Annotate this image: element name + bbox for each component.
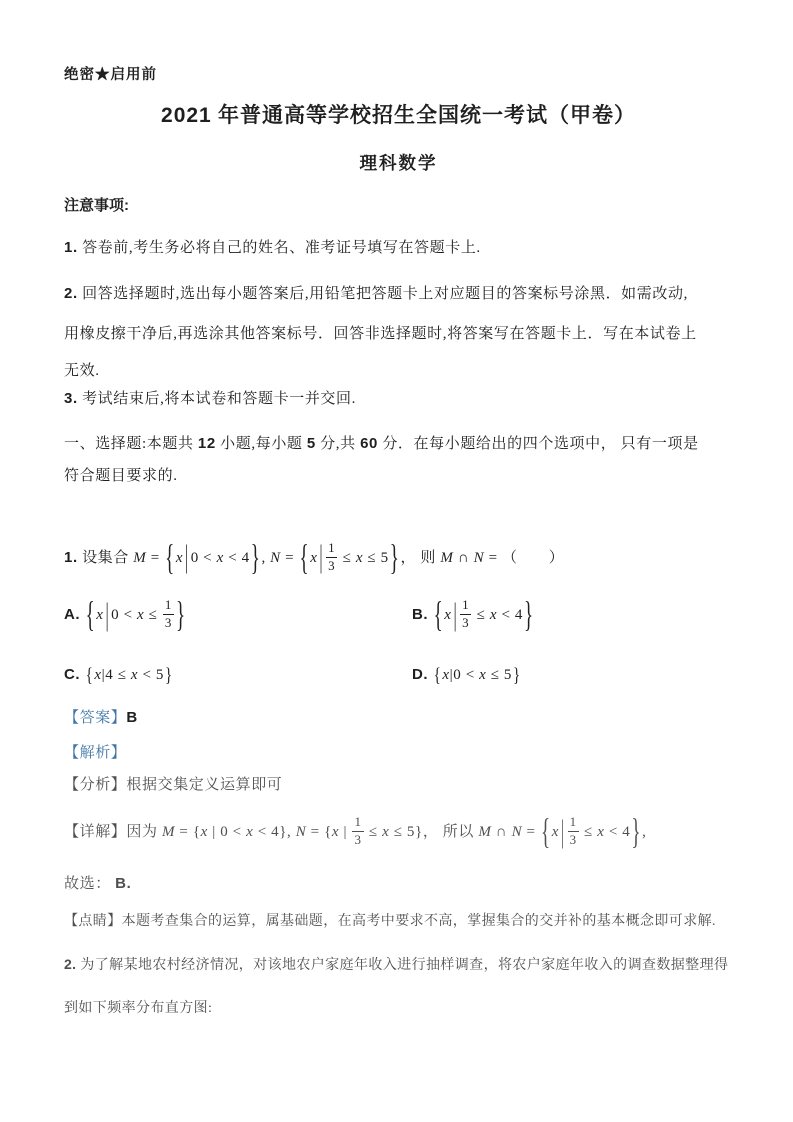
math-segment: M	[478, 824, 492, 841]
math-segment: =	[280, 549, 299, 566]
math-segment: =	[484, 549, 502, 566]
xiangjie-label: 【详解】	[64, 824, 127, 841]
math-segment: M	[133, 549, 147, 566]
math-segment: }	[523, 595, 534, 636]
notice-item-2-line-1	[64, 284, 733, 304]
math-segment: 60	[360, 434, 378, 452]
math-segment: }	[513, 664, 521, 687]
math-segment: x	[597, 824, 605, 841]
math-segment: x	[137, 606, 145, 623]
notice-item-2-line-2: 用橡皮擦干净后,再选涂其他答案标号．回答非选择题时,将答案写在答题卡上．写在本试卷上	[64, 325, 697, 342]
math-segment: N	[473, 549, 485, 566]
question-1-stem	[64, 531, 733, 586]
math-segment: 因为	[126, 824, 162, 841]
dianjing-text: 本题考查集合的运算，属基础题，在高考中要求不高，掌握集合的交并补的基本概念即可求解.	[121, 913, 716, 929]
math-segment: | 0 <	[207, 824, 247, 841]
math-segment: M	[440, 549, 454, 566]
math-segment: 0 <	[111, 606, 138, 623]
math-segment: 2.	[64, 284, 78, 302]
exam-subject: 理科数学	[359, 152, 438, 173]
math-segment: x	[382, 824, 390, 841]
option-a	[64, 595, 412, 661]
solution-line	[64, 806, 733, 859]
math-segment: x	[130, 667, 139, 684]
math-segment: < 4	[497, 606, 523, 623]
math-segment	[428, 667, 432, 683]
jiexi-label: 【解析】	[64, 745, 127, 762]
math-segment: ,	[642, 824, 647, 841]
math-segment: 分．在每小题给出的四个选项中， 只有一项是	[377, 435, 699, 452]
notice-item-2-line-3: 无效.	[64, 362, 100, 379]
math-segment: 小题,每小题	[215, 435, 307, 452]
fraction: $\frac{1}{3}$	[164, 597, 172, 630]
xiangjie-math	[126, 812, 647, 853]
math-segment: |	[453, 598, 458, 633]
math-segment: B.	[412, 605, 429, 623]
math-segment: ≤ 5}	[389, 824, 423, 841]
math-segment: N	[295, 824, 307, 841]
math-segment: }	[250, 538, 261, 579]
math-segment	[80, 607, 84, 623]
math-segment: （ ）	[501, 549, 565, 566]
math-segment: ,	[261, 549, 271, 566]
section-1-heading-line-2: 符合题目要求的.	[64, 467, 178, 484]
math-segment: 设集合	[77, 549, 134, 566]
math-segment: |4 ≤	[101, 667, 131, 684]
math-segment: x	[551, 824, 559, 841]
option-d	[412, 665, 733, 693]
answer-label: 【答案】	[64, 710, 127, 727]
fraction: $\frac{1}{3}$	[354, 814, 362, 848]
math-segment: |	[319, 541, 324, 575]
math-segment: = {	[306, 824, 332, 841]
math-segment: {	[85, 664, 94, 687]
math-segment: ∩	[453, 549, 474, 566]
question-1-options-row-1	[64, 595, 733, 661]
question-1-options-row-2	[64, 665, 733, 693]
math-segment: 3.	[64, 389, 78, 407]
answer-line	[64, 708, 733, 728]
question-2-line-2: 到如下频率分布直方图:	[64, 1000, 213, 1016]
math-segment: |	[339, 824, 352, 841]
math-segment: ≤	[144, 606, 162, 623]
math-segment: x	[355, 549, 364, 566]
math-segment: 年普通高等学校招生全国统一考试（甲卷）	[211, 102, 636, 127]
math-segment: ， 则	[400, 549, 441, 566]
math-segment: x	[489, 606, 498, 623]
fraction: $\frac{1}{3}$	[569, 814, 577, 848]
notice-heading: 注意事项:	[64, 196, 129, 214]
section-1-heading-line-1	[64, 434, 733, 454]
exam-title	[64, 101, 733, 130]
math-segment: |0 <	[449, 667, 480, 684]
option-b	[412, 595, 733, 661]
math-segment: |	[185, 541, 189, 575]
math-segment: x	[442, 667, 450, 684]
math-segment: x	[200, 824, 208, 841]
math-segment: B.	[115, 874, 132, 892]
math-segment: {	[165, 538, 175, 579]
math-segment: ≤ 5	[486, 667, 513, 684]
math-segment: ≤	[579, 824, 598, 841]
secrecy-note: 绝密★启用前	[64, 66, 157, 83]
math-segment: 答卷前,考生务必将自己的姓名、准考证号填写在答题卡上.	[77, 239, 481, 256]
math-segment: 一、选择题:本题共	[64, 435, 198, 452]
math-segment: x	[96, 606, 104, 623]
math-segment: x	[310, 549, 318, 566]
math-segment: N	[270, 549, 281, 566]
analysis-header	[64, 743, 733, 763]
math-segment: x	[175, 549, 184, 566]
math-segment: {	[433, 664, 442, 687]
math-segment: =	[146, 549, 165, 566]
math-segment: x	[246, 824, 254, 841]
math-segment: ≤ 5	[363, 549, 389, 566]
math-segment: }	[165, 664, 173, 687]
math-segment: x	[479, 667, 487, 684]
math-segment: x	[331, 824, 340, 841]
math-segment: {	[299, 538, 310, 579]
math-segment: |	[105, 598, 110, 633]
math-segment: }	[389, 538, 400, 579]
math-segment: ≤	[472, 606, 490, 623]
math-segment: < 4	[223, 549, 250, 566]
math-segment: M	[161, 824, 176, 841]
answer-value: B	[126, 709, 138, 727]
math-segment: A.	[64, 605, 81, 623]
math-segment: {	[433, 595, 444, 636]
math-segment: C.	[64, 666, 81, 684]
math-segment: {	[85, 595, 96, 636]
fraction: $\frac{1}{3}$	[328, 539, 336, 573]
math-segment: ≤	[364, 824, 383, 841]
math-segment: ≤	[338, 549, 356, 566]
conclusion-line	[64, 874, 733, 894]
fenxi-text: 根据交集定义运算即可	[126, 777, 283, 794]
math-segment: 分,共	[315, 435, 361, 452]
tips-line	[64, 912, 733, 932]
math-segment: x	[444, 606, 452, 623]
math-segment: 0 <	[190, 549, 217, 566]
notice-item-3	[64, 389, 733, 409]
question-2-line-1	[64, 954, 733, 976]
math-segment: {	[540, 812, 551, 853]
math-segment: = {	[175, 824, 201, 841]
math-segment: 2021	[161, 103, 212, 127]
math-segment: 考试结束后,将本试卷和答题卡一并交回.	[77, 390, 356, 407]
option-c	[64, 665, 412, 693]
math-segment: }	[631, 812, 642, 853]
analysis-brief-line	[64, 775, 733, 795]
math-segment: 1.	[64, 548, 78, 566]
dianjing-label: 【点睛】	[64, 913, 122, 929]
math-segment: }	[175, 595, 186, 636]
math-segment: 12	[197, 434, 216, 452]
math-segment: D.	[412, 666, 429, 684]
math-segment: x	[94, 667, 102, 684]
math-segment: |	[560, 815, 565, 850]
math-segment: =	[522, 824, 540, 841]
math-segment: ∩	[491, 824, 512, 841]
math-segment: 故选：	[64, 875, 116, 892]
math-segment: ， 所以	[422, 824, 479, 841]
fraction: $\frac{1}{3}$	[462, 597, 470, 630]
math-segment: 2.	[64, 955, 77, 972]
math-segment	[428, 607, 432, 623]
math-segment: 5	[306, 434, 316, 452]
math-segment	[80, 667, 84, 683]
math-segment: x	[216, 549, 224, 566]
notice-item-1	[64, 238, 733, 258]
fenxi-label: 【分析】	[64, 777, 127, 794]
math-segment: < 4	[604, 824, 631, 841]
math-segment: 1.	[64, 238, 78, 256]
math-segment: < 5	[138, 667, 165, 684]
math-segment: 回答选择题时,选出每小题答案后,用铅笔把答题卡上对应题目的答案标号涂黑．如需改动,	[77, 285, 688, 302]
math-segment: < 4},	[253, 824, 296, 841]
math-segment: 为了解某地农村经济情况，对该地农户家庭年收入进行抽样调查，将农户家庭年收入的调查数据整理得	[76, 957, 729, 973]
math-segment: N	[511, 824, 523, 841]
